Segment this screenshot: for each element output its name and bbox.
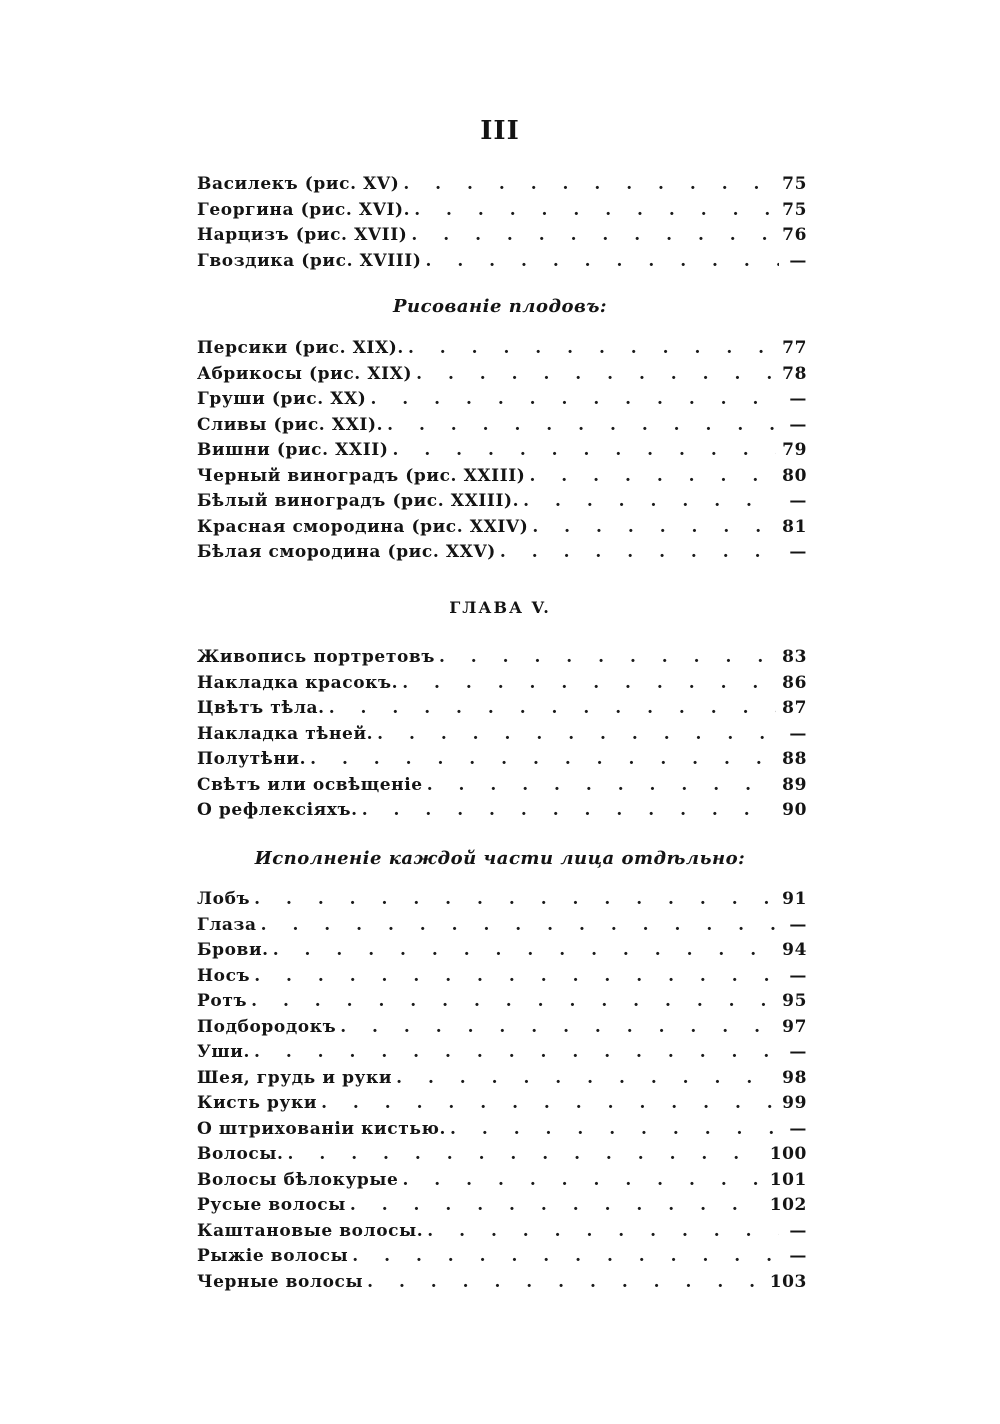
toc-entry bbox=[197, 749, 807, 775]
dot-leader bbox=[414, 200, 776, 220]
section-heading-fruits: Рисованіе плодовъ: bbox=[392, 296, 608, 317]
toc-entry bbox=[197, 1195, 807, 1221]
toc-entry bbox=[197, 647, 807, 673]
dot-leader bbox=[362, 800, 776, 820]
toc-entry bbox=[197, 775, 807, 801]
toc-entry bbox=[197, 1068, 807, 1094]
dot-leader bbox=[411, 225, 776, 245]
toc-entry bbox=[197, 491, 807, 517]
toc-entry bbox=[197, 991, 807, 1017]
entry-label: Груши (рис. XX) bbox=[197, 389, 367, 409]
entry-label: Гвоздика (рис. XVIII) bbox=[197, 250, 422, 271]
entry-page: — bbox=[789, 914, 807, 935]
entry-label: Подбородокъ bbox=[197, 1016, 337, 1037]
entry-page: — bbox=[789, 1246, 807, 1266]
dot-leader bbox=[254, 1042, 779, 1062]
toc-entry bbox=[197, 724, 807, 750]
entry-label: Бѣлая смородина (рис. XXV) bbox=[197, 542, 496, 562]
entry-label: Живопись портретовъ bbox=[197, 647, 435, 667]
dot-leader bbox=[402, 673, 776, 693]
entry-label: Глаза bbox=[197, 914, 257, 935]
entry-page: 83 bbox=[782, 647, 807, 667]
entry-page: — bbox=[789, 491, 807, 511]
section-heading-face: Исполненіе каждой части лица отдѣльно: bbox=[254, 848, 746, 869]
entry-page: 75 bbox=[782, 199, 807, 220]
toc-entry bbox=[197, 542, 807, 568]
entry-label: Накладка тѣней. bbox=[197, 723, 374, 744]
toc-entry bbox=[197, 440, 807, 466]
toc-entry bbox=[197, 698, 807, 724]
dot-leader bbox=[396, 1068, 776, 1088]
toc-entry bbox=[197, 517, 807, 543]
dot-leader bbox=[408, 338, 776, 358]
toc-entry bbox=[197, 1093, 807, 1119]
entry-label: Ротъ bbox=[197, 991, 248, 1011]
dot-leader bbox=[387, 415, 779, 435]
toc-entry bbox=[197, 389, 807, 415]
dot-leader bbox=[340, 1017, 776, 1037]
entry-label: Кисть руки bbox=[197, 1093, 318, 1113]
dot-leader bbox=[377, 724, 779, 744]
toc-entry bbox=[197, 466, 807, 492]
entry-page: 81 bbox=[782, 516, 807, 537]
dot-leader bbox=[427, 775, 776, 795]
toc-entry bbox=[197, 966, 807, 992]
entry-page: — bbox=[789, 542, 807, 562]
entry-page: 97 bbox=[782, 1016, 807, 1037]
toc-entry bbox=[197, 1042, 807, 1068]
dot-leader bbox=[251, 991, 776, 1011]
toc-entry bbox=[197, 415, 807, 441]
toc-face bbox=[197, 889, 807, 1297]
dot-leader bbox=[350, 1195, 764, 1215]
entry-page: — bbox=[789, 250, 807, 271]
entry-page: — bbox=[789, 1042, 807, 1062]
dot-leader bbox=[392, 440, 776, 460]
entry-page: 100 bbox=[769, 1144, 807, 1164]
dot-leader bbox=[352, 1246, 779, 1266]
chapter-heading: ГЛАВА V. bbox=[449, 598, 551, 617]
toc-flowers-tail bbox=[197, 174, 807, 276]
dot-leader bbox=[329, 698, 776, 718]
toc-entry bbox=[197, 1221, 807, 1247]
toc-entry bbox=[197, 1017, 807, 1043]
entry-page: — bbox=[789, 414, 807, 435]
toc-entry bbox=[197, 251, 807, 277]
dot-leader bbox=[254, 966, 779, 986]
entry-page: — bbox=[789, 389, 807, 409]
dot-leader bbox=[288, 1144, 764, 1164]
entry-page: 79 bbox=[782, 440, 807, 460]
entry-label: Красная смородина (рис. XXIV) bbox=[197, 516, 529, 537]
entry-label: Свѣтъ или освѣщеніе bbox=[197, 774, 423, 795]
entry-page: 80 bbox=[782, 465, 807, 486]
dot-leader bbox=[321, 1093, 776, 1113]
dot-leader bbox=[529, 466, 776, 486]
entry-label: Бѣлый виноградъ (рис. XXIII). bbox=[197, 491, 520, 511]
entry-page: 94 bbox=[782, 940, 807, 960]
entry-page: 88 bbox=[782, 749, 807, 769]
entry-page: 90 bbox=[782, 800, 807, 820]
toc-entry bbox=[197, 800, 807, 826]
dot-leader bbox=[439, 647, 776, 667]
toc-entry bbox=[197, 1272, 807, 1298]
dot-leader bbox=[367, 1272, 764, 1292]
entry-page: 102 bbox=[769, 1195, 807, 1215]
toc-entry bbox=[197, 915, 807, 941]
toc-entry bbox=[197, 889, 807, 915]
entry-label: Накладка красокъ. bbox=[197, 672, 399, 693]
dot-leader bbox=[273, 940, 776, 960]
entry-label: О штрихованіи кистью. bbox=[197, 1118, 447, 1139]
dot-leader bbox=[261, 915, 779, 935]
toc-fruits bbox=[197, 338, 807, 568]
toc-entry bbox=[197, 1246, 807, 1272]
entry-label: Черные волосы bbox=[197, 1271, 364, 1292]
toc-entry bbox=[197, 200, 807, 226]
dot-leader bbox=[532, 517, 776, 537]
dot-leader bbox=[254, 889, 776, 909]
entry-label: Волосы. bbox=[197, 1144, 284, 1164]
entry-page: 75 bbox=[782, 174, 807, 194]
entry-label: Полутѣни. bbox=[197, 749, 307, 769]
toc-entry bbox=[197, 174, 807, 200]
entry-page: 87 bbox=[782, 698, 807, 718]
toc-entry bbox=[197, 364, 807, 390]
entry-page: 76 bbox=[782, 225, 807, 245]
entry-label: Каштановые волосы. bbox=[197, 1220, 424, 1241]
entry-page: 103 bbox=[769, 1271, 807, 1292]
entry-label: Шея, грудь и руки bbox=[197, 1067, 393, 1088]
entry-label: Сливы (рис. XXI). bbox=[197, 414, 384, 435]
entry-page: 89 bbox=[782, 774, 807, 795]
entry-page: — bbox=[789, 723, 807, 744]
entry-page: — bbox=[789, 1118, 807, 1139]
page-number: III bbox=[480, 116, 520, 146]
dot-leader bbox=[402, 1170, 763, 1190]
toc-entry bbox=[197, 338, 807, 364]
entry-label: Черный виноградъ (рис. XXIII) bbox=[197, 465, 526, 486]
dot-leader bbox=[416, 364, 776, 384]
dot-leader bbox=[370, 389, 779, 409]
entry-page: — bbox=[789, 965, 807, 986]
entry-page: 95 bbox=[782, 991, 807, 1011]
toc-entry bbox=[197, 1170, 807, 1196]
entry-label: Василекъ (рис. XV) bbox=[197, 174, 400, 194]
entry-label: Лобъ bbox=[197, 889, 251, 909]
dot-leader bbox=[450, 1119, 779, 1139]
toc-entry bbox=[197, 1119, 807, 1145]
dot-leader bbox=[523, 491, 779, 511]
entry-page: 86 bbox=[782, 672, 807, 693]
dot-leader bbox=[426, 251, 780, 271]
dot-leader bbox=[500, 542, 779, 562]
entry-page: 99 bbox=[782, 1093, 807, 1113]
toc-chapter bbox=[197, 647, 807, 826]
entry-page: 101 bbox=[769, 1169, 807, 1190]
entry-label: Брови. bbox=[197, 940, 269, 960]
entry-page: 91 bbox=[782, 889, 807, 909]
entry-label: Нарцизъ (рис. XVII) bbox=[197, 225, 408, 245]
dot-leader bbox=[427, 1221, 779, 1241]
entry-label: Вишни (рис. XXII) bbox=[197, 440, 389, 460]
entry-label: Русые волосы bbox=[197, 1195, 346, 1215]
toc-entry bbox=[197, 940, 807, 966]
entry-label: Рыжіе волосы bbox=[197, 1246, 349, 1266]
toc-entry bbox=[197, 1144, 807, 1170]
toc-entry bbox=[197, 673, 807, 699]
dot-leader bbox=[403, 174, 776, 194]
entry-page: — bbox=[789, 1220, 807, 1241]
entry-label: О рефлексіяхъ. bbox=[197, 800, 358, 820]
entry-label: Абрикосы (рис. XIX) bbox=[197, 363, 413, 384]
entry-page: 77 bbox=[782, 338, 807, 358]
entry-label: Георгина (рис. XVI). bbox=[197, 199, 411, 220]
entry-label: Волосы бѣлокурые bbox=[197, 1169, 399, 1190]
entry-label: Носъ bbox=[197, 965, 251, 986]
dot-leader bbox=[310, 749, 776, 769]
entry-label: Уши. bbox=[197, 1042, 250, 1062]
toc-entry bbox=[197, 225, 807, 251]
entry-label: Цвѣтъ тѣла. bbox=[197, 698, 325, 718]
entry-label: Персики (рис. XIX). bbox=[197, 338, 404, 358]
entry-page: 98 bbox=[782, 1067, 807, 1088]
entry-page: 78 bbox=[782, 363, 807, 384]
